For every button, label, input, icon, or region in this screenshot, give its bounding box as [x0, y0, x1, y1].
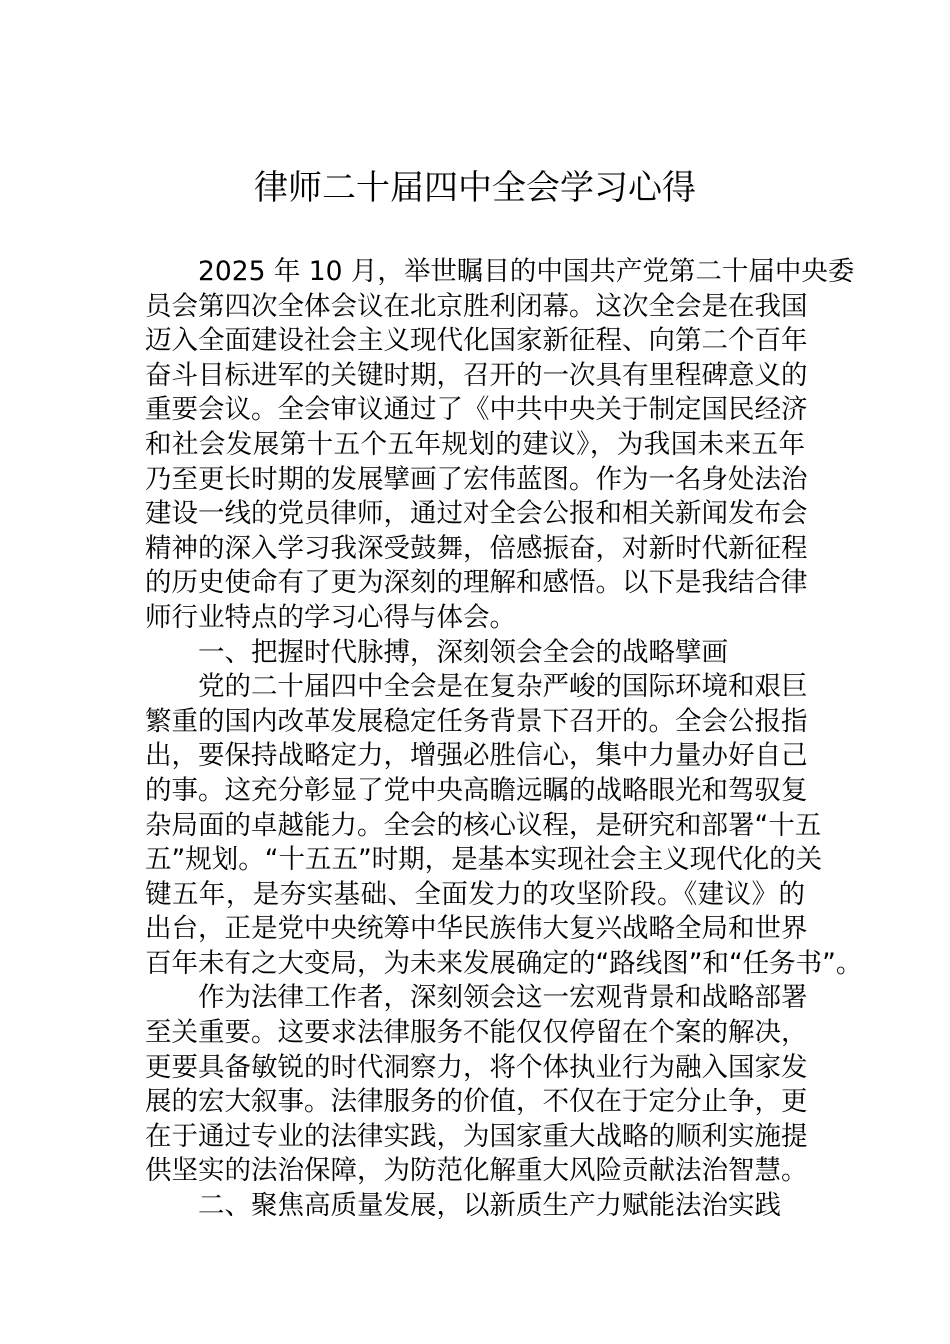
text-line: 2025 年 10 月，举世瞩目的中国共产党第二十届中央委	[198, 256, 855, 287]
text-line: 师行业特点的学习心得与体会。	[145, 601, 516, 633]
text-line: 更要具备敏锐的时代洞察力，将个体执业行为融入国家发	[145, 1051, 808, 1083]
text-line: 出台，正是党中央统筹中华民族伟大复兴战略全局和世界	[145, 913, 808, 945]
text-line: 至关重要。这要求法律服务不能仅仅停留在个案的解决，	[145, 1017, 808, 1049]
text-line: 出，要保持战略定力，增强必胜信心，集中力量办好自己	[145, 740, 808, 772]
text-line: 建设一线的党员律师，通过对全会公报和相关新闻发布会	[145, 498, 808, 530]
text-line: 展的宏大叙事。法律服务的价值，不仅在于定分止争，更	[145, 1086, 808, 1118]
text-line: 杂局面的卓越能力。全会的核心议程，是研究和部署“十五	[145, 809, 822, 841]
text-line: 迈入全面建设社会主义现代化国家新征程、向第二个百年	[145, 325, 808, 357]
text-line: 繁重的国内改革发展稳定任务背景下召开的。全会公报指	[145, 705, 808, 737]
text-line: 键五年，是夯实基础、全面发力的攻坚阶段。《建议》的	[145, 878, 805, 910]
text-line: 的历史使命有了更为深刻的理解和感悟。以下是我结合律	[145, 567, 808, 599]
document-body	[145, 255, 863, 1224]
text-line: 供坚实的法治保障，为防范化解重大风险贡献法治智慧。	[145, 1155, 808, 1187]
text-line: 党的二十届四中全会是在复杂严峻的国际环境和艰巨	[198, 671, 808, 703]
text-line: 五”规划。“十五五”时期，是基本实现社会主义现代化的关	[145, 844, 823, 876]
text-line: 和社会发展第十五个五年规划的建议》，为我国未来五年	[145, 428, 805, 460]
text-line: 百年未有之大变局，为未来发展确定的“路线图”和“任务书”。	[145, 947, 863, 979]
text-line: 奋斗目标进军的关键时期，召开的一次具有里程碑意义的	[145, 359, 808, 391]
text-line: 作为法律工作者，深刻领会这一宏观背景和战略部署	[198, 982, 808, 1014]
section-heading: 一、把握时代脉搏，深刻领会全会的战略擘画	[198, 636, 728, 668]
text-line: 乃至更长时期的发展擘画了宏伟蓝图。作为一名身处法治	[145, 463, 808, 495]
text-line: 在于通过专业的法律实践，为国家重大战略的顺利实施提	[145, 1120, 808, 1152]
text-line: 重要会议。全会审议通过了《中共中央关于制定国民经济	[145, 394, 808, 426]
section-heading: 二、聚焦高质量发展，以新质生产力赋能法治实践	[198, 1190, 781, 1222]
document-title: 律师二十届四中全会学习心得	[254, 168, 696, 208]
text-line: 员会第四次全体会议在北京胜利闭幕。这次全会是在我国	[145, 290, 808, 322]
text-line: 的事。这充分彰显了党中央高瞻远瞩的战略眼光和驾驭复	[145, 774, 808, 806]
text-line: 精神的深入学习我深受鼓舞，倍感振奋，对新时代新征程	[145, 532, 808, 564]
